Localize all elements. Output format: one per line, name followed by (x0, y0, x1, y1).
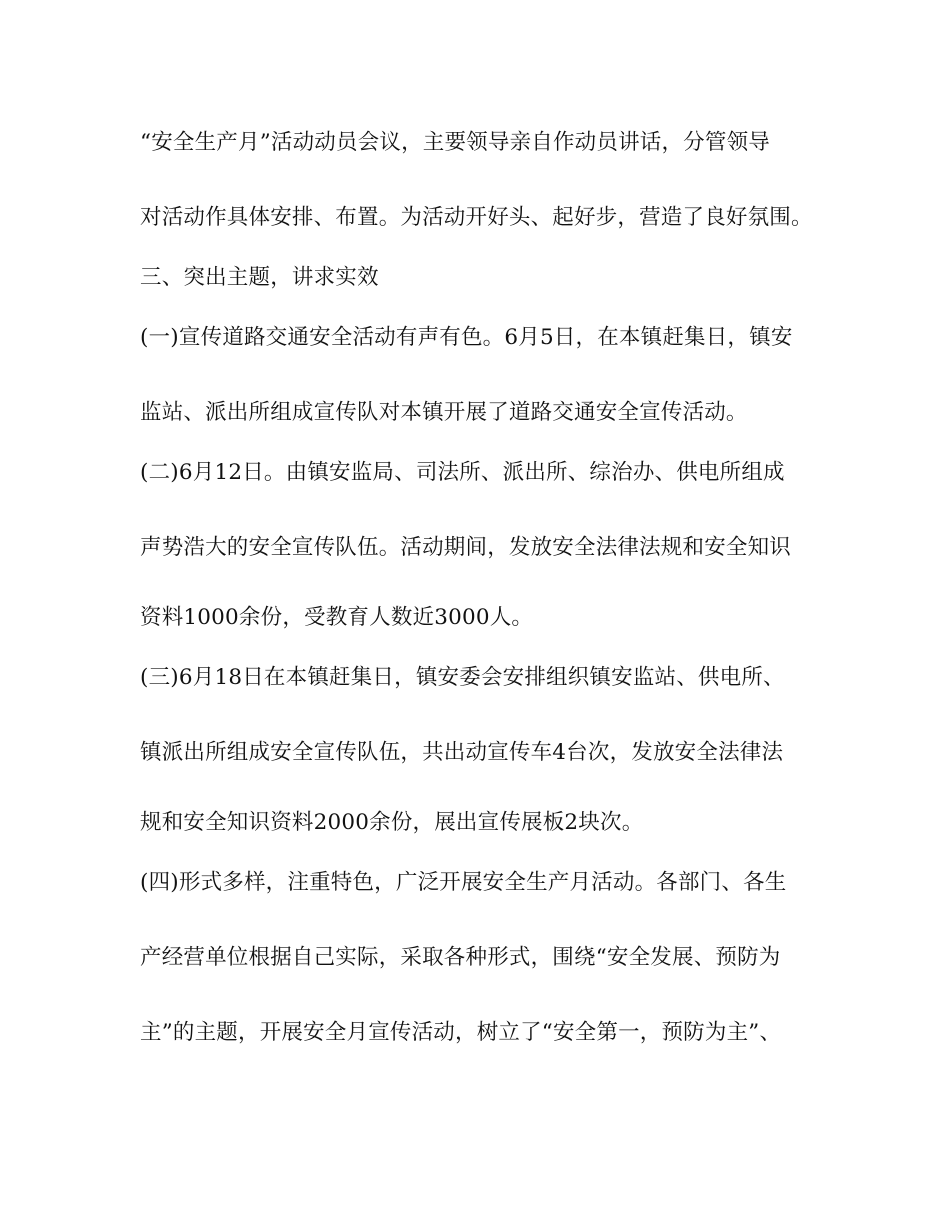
paragraph-line-14: 主”的主题，开展安全月宣传活动，树立了“安全第一，预防为主”、 (140, 1020, 782, 1045)
paragraph-line-6: (二)6月12日。由镇安监局、司法所、派出所、综治办、供电所组成 (140, 460, 785, 485)
paragraph-line-7: 声势浩大的安全宣传队伍。活动期间，发放安全法律法规和安全知识 (140, 535, 792, 560)
paragraph-line-11: 规和安全知识资料2000余份，展出宣传展板2块次。 (140, 810, 644, 835)
paragraph-line-2: 对活动作具体安排、布置。为活动开好头、起好步，营造了良好氛围。 (140, 205, 813, 230)
paragraph-line-8: 资料1000余份，受教育人数近3000人。 (140, 605, 534, 630)
paragraph-line-1: “安全生产月”活动动员会议，主要领导亲自作动员讲话，分管领导 (140, 130, 770, 155)
section-heading: 三、突出主题，讲求实效 (140, 265, 379, 290)
paragraph-line-12: (四)形式多样，注重特色，广泛开展安全生产月活动。各部门、各生 (140, 870, 787, 895)
paragraph-line-4: (一)宣传道路交通安全活动有声有色。6月5日，在本镇赶集日，镇安 (140, 325, 793, 350)
paragraph-line-13: 产经营单位根据自己实际，采取各种形式，围绕“安全发展、预防为 (140, 945, 781, 970)
paragraph-line-9: (三)6月18日在本镇赶集日，镇安委会安排组织镇安监站、供电所、 (140, 665, 785, 690)
paragraph-line-5: 监站、派出所组成宣传队对本镇开展了道路交通安全宣传活动。 (140, 400, 748, 425)
paragraph-line-10: 镇派出所组成安全宣传队伍，共出动宣传车4台次，发放安全法律法 (140, 740, 784, 765)
